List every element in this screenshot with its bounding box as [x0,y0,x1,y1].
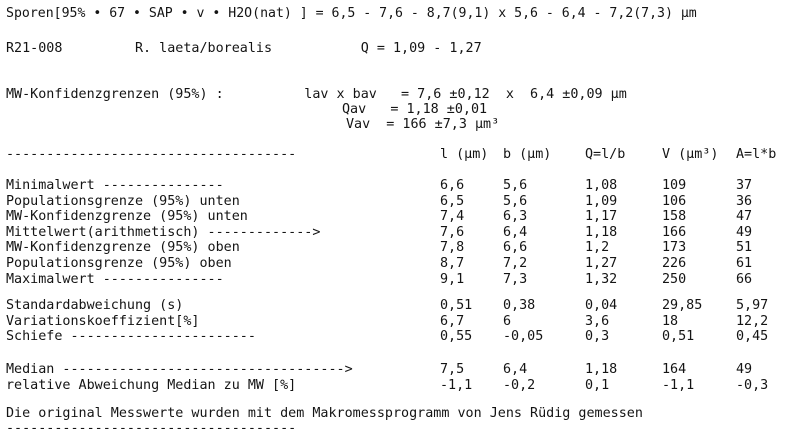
row-value: 0,55 [440,329,473,345]
row-value: 8,7 [440,256,465,271]
row-value: 0,1 [585,377,610,393]
row-value: 6 [503,313,512,329]
column-header: Q=l/b [585,147,626,162]
row-label: Populationsgrenze (95%) unten [6,193,240,209]
row-value: 158 [662,209,687,225]
column-header: A=l*b [736,147,777,162]
row-label: Variationskoeffizient[%] [6,313,200,329]
row-value: 1,27 [585,256,618,271]
column-header: V (µm³) [662,147,719,162]
row-label: Mittelwert(arithmetisch) -------------> [6,224,321,240]
row-value: 37 [736,178,753,193]
row-value: 0,51 [440,298,473,313]
row-label: Standardabweichung (s) [6,298,184,313]
row-value: 1,08 [585,178,618,193]
row-value: 36 [736,193,753,209]
row-label: relative Abweichung Median zu MW [%] [6,377,297,393]
row-value: 29,85 [662,298,703,313]
row-value: -0,2 [503,377,536,393]
row-value: 1,32 [585,271,618,287]
row-value: 0,45 [736,329,769,345]
row-value: -1,1 [440,377,473,393]
row-value: 250 [662,271,687,287]
row-value: 7,3 [503,271,528,287]
row-value: 5,6 [503,193,528,209]
column-header: b (µm) [503,147,552,162]
row-value: 0,04 [585,298,618,313]
row-value: 7,5 [440,362,465,377]
row-label: Median -----------------------------------> [6,362,353,377]
row-value: 5,97 [736,298,769,313]
row-value: 49 [736,362,753,377]
row-value: 0,51 [662,329,695,345]
row-value: 6,4 [503,224,528,240]
row-value: 6,3 [503,209,528,225]
row-value: 166 [662,224,687,240]
confidence-interval-line: MW-Konfidenzgrenzen (95%) : lav x bav = 7,6 ±0,12 x 6,4 ±0,09 µm [6,87,627,102]
row-value: 7,2 [503,256,528,271]
row-value: 66 [736,271,753,287]
row-label: Populationsgrenze (95%) oben [6,256,232,271]
row-value: 164 [662,362,687,377]
row-value: 1,2 [585,240,610,256]
row-value: 6,4 [503,362,528,377]
row-value: 173 [662,240,687,256]
row-value: 6,6 [440,178,465,193]
row-value: 1,09 [585,193,618,209]
footer-note: Die original Messwerte wurden mit dem Makromessprogramm von Jens Rüdig gemessen [6,406,643,421]
row-value: 1,18 [585,362,618,377]
row-label: MW-Konfidenzgrenze (95%) oben [6,240,240,256]
row-label: Minimalwert --------------- [6,178,224,193]
column-header: l (µm) [440,147,489,162]
row-value: 6,6 [503,240,528,256]
row-label: Maximalwert --------------- [6,271,224,287]
row-value: 7,4 [440,209,465,225]
row-value: -0,3 [736,377,769,393]
row-value: 106 [662,193,687,209]
row-value: 226 [662,256,687,271]
row-value: 109 [662,178,687,193]
vav-line: Vav = 166 ±7,3 µm³ [346,117,500,132]
row-label: MW-Konfidenzgrenze (95%) unten [6,209,248,225]
row-value: 12,2 [736,313,769,329]
footer-separator: ------------------------------------ [6,421,297,436]
row-value: 0,3 [585,329,610,345]
row-label: Schiefe ----------------------- [6,329,256,345]
row-value: 47 [736,209,753,225]
table-separator: ------------------------------------ [6,147,297,162]
row-value: 18 [662,313,679,329]
row-value: 3,6 [585,313,610,329]
row-value: 49 [736,224,753,240]
row-value: 1,18 [585,224,618,240]
row-value: 6,7 [440,313,465,329]
row-value: 7,6 [440,224,465,240]
row-value: 7,8 [440,240,465,256]
sample-line: R21-008 R. laeta/borealis Q = 1,09 - 1,27 [6,41,482,56]
row-value: 51 [736,240,753,256]
row-value: 1,17 [585,209,618,225]
row-value: -0,05 [503,329,544,345]
row-value: 5,6 [503,178,528,193]
spore-summary-line: Sporen[95% • 67 • SAP • v • H2O(nat) ] = 6,5 - 7,6 - 8,7(9,1) x 5,6 - 6,4 - 7,2(7,3) µm [6,6,697,21]
row-value: 9,1 [440,271,465,287]
row-value: -1,1 [662,377,695,393]
row-value: 0,38 [503,298,536,313]
qav-line: Qav = 1,18 ±0,01 [342,102,488,117]
row-value: 61 [736,256,753,271]
measurement-document [6,0,798,445]
row-value: 6,5 [440,193,465,209]
